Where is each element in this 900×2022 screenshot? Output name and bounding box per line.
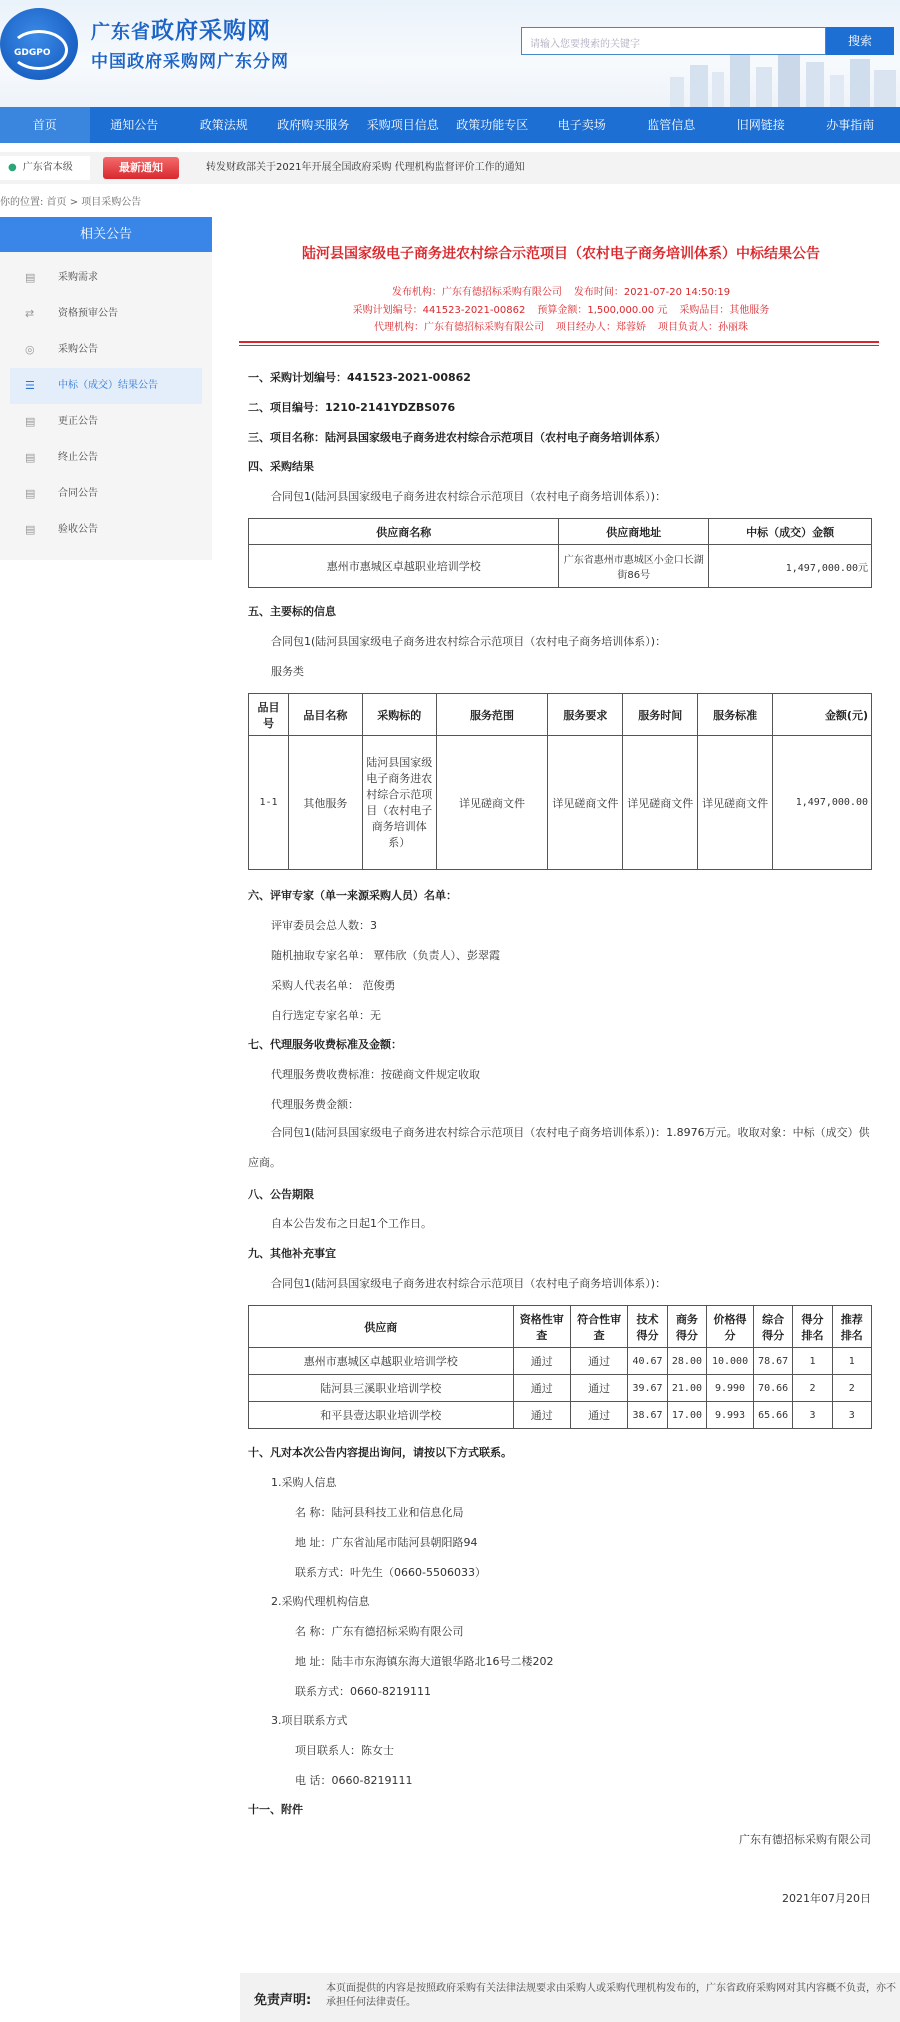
- table-header: 品目名称: [288, 694, 362, 736]
- document-icon: ▤: [25, 415, 36, 428]
- article-meta-1: [222, 283, 900, 298]
- table-header: 综合得分: [753, 1306, 792, 1348]
- fee-amount-detail: 合同包1(陆河县国家级电子商务进农村综合示范项目（农村电子商务培训体系）)：1.8976万元。收取对象：中标（成交）供应商。: [248, 1126, 870, 1169]
- contact-buyer-title: 1.采购人信息: [271, 1476, 337, 1489]
- sidebar-item-label: 更正公告: [58, 416, 98, 427]
- location-pin-icon: ●: [8, 162, 17, 173]
- signature-date: 2021年07月20日: [782, 1892, 871, 1905]
- table-cell: 通过: [570, 1348, 627, 1375]
- table-header: 供应商: [249, 1306, 514, 1348]
- table-cell: 21.00: [667, 1375, 706, 1402]
- sidebar-item-label: 采购需求: [58, 272, 98, 283]
- package-label: 合同包1(陆河县国家级电子商务进农村综合示范项目（农村电子商务培训体系）)：: [271, 1277, 667, 1290]
- document-icon: ▤: [25, 271, 36, 284]
- target-icon: ◎: [25, 343, 35, 356]
- search-button[interactable]: 搜索: [826, 27, 894, 55]
- contact-agency-name: 名 称：广东有德招标采购有限公司: [295, 1625, 464, 1638]
- document-icon: ▤: [25, 451, 36, 464]
- award-table: [248, 518, 872, 588]
- table-cell: 通过: [513, 1402, 570, 1429]
- table-cell: 70.66: [753, 1375, 792, 1402]
- signature-org: 广东有德招标采购有限公司: [739, 1833, 871, 1846]
- table-cell: 2: [793, 1375, 832, 1402]
- experts-random: 随机抽取专家名单： 覃伟欣（负责人）、彭翠霞: [271, 949, 500, 962]
- table-row: [249, 1348, 872, 1375]
- document-icon: ▤: [25, 523, 36, 536]
- table-header: 服务时间: [623, 694, 698, 736]
- fee-amount-label: 代理服务费金额：: [271, 1098, 359, 1111]
- package-label: 合同包1(陆河县国家级电子商务进农村综合示范项目（农村电子商务培训体系）)：: [271, 490, 667, 503]
- scoring-table: [248, 1305, 872, 1429]
- table-cell: 详见磋商文件: [698, 736, 773, 870]
- table-cell: 9.990: [707, 1375, 754, 1402]
- table-cell: 详见磋商文件: [623, 736, 698, 870]
- table-cell: 1-1: [249, 736, 289, 870]
- meta-plan-number: 采购计划编号：441523-2021-00862: [352, 305, 526, 316]
- title-divider-thin: [239, 345, 879, 346]
- table-cell: 陆河县国家级电子商务进农村综合示范项目（农村电子商务培训体系）: [362, 736, 436, 870]
- table-header: 价格得分: [707, 1306, 754, 1348]
- swap-icon: ⇄: [25, 307, 35, 320]
- search-input[interactable]: 请输入您要搜索的关键字: [521, 27, 826, 55]
- experts-buyer-rep: 采购人代表名单： 范俊勇: [271, 979, 396, 992]
- meta-agency: 代理机构：广东有德招标采购有限公司: [374, 322, 544, 333]
- disclaimer-text: 本页面提供的内容是按照政府采购有关法律法规要求由采购人或采购代理机构发布的，广东省政府采购网对其内容概不负责，亦不承担任何法律责任。: [326, 1983, 896, 2008]
- table-cell: 40.67: [628, 1348, 667, 1375]
- table-cell: 详见磋商文件: [548, 736, 623, 870]
- disclaimer-box: [240, 1973, 900, 2022]
- nav-projects[interactable]: 采购项目信息: [366, 118, 439, 132]
- table-cell: 其他服务: [288, 736, 362, 870]
- item-type: 服务类: [271, 665, 304, 678]
- nav-gov-services[interactable]: 政府购买服务: [277, 118, 350, 132]
- table-cell: 广东省惠州市惠城区小金口长湖街86号: [559, 545, 709, 588]
- table-row: [249, 1402, 872, 1429]
- table-header: 采购标的: [362, 694, 436, 736]
- article-meta-3: [222, 318, 900, 333]
- nav-policy-zone[interactable]: 政策功能专区: [456, 118, 529, 132]
- table-header: 金额(元): [773, 694, 872, 736]
- section-results: 四、采购结果: [248, 460, 314, 473]
- sidebar-item-requirements[interactable]: [10, 260, 202, 296]
- table-cell: 陆河县三溪职业培训学校: [249, 1375, 514, 1402]
- contact-buyer-name: 名 称：陆河县科技工业和信息化局: [295, 1506, 464, 1519]
- table-header: 供应商名称: [249, 519, 559, 545]
- sidebar-item-termination[interactable]: [10, 440, 202, 476]
- table-cell: 3: [793, 1402, 832, 1429]
- table-cell: 1,497,000.00: [773, 736, 872, 870]
- notice-period-text: 自本公告发布之日起1个工作日。: [271, 1217, 432, 1230]
- article-panel: [222, 217, 900, 2022]
- contact-agency-address: 地 址：陆丰市东海镇东海大道银华路北16号二楼202: [295, 1655, 554, 1668]
- sidebar-item-award-result[interactable]: [10, 368, 202, 404]
- sidebar-item-prequalification[interactable]: [10, 296, 202, 332]
- logo-emblem[interactable]: [0, 8, 78, 80]
- meta-category: 采购品目：其他服务: [679, 305, 770, 316]
- nav-old-links[interactable]: 旧网链接: [736, 118, 785, 132]
- table-cell: 38.67: [628, 1402, 667, 1429]
- section-attachments: 十一、附件: [248, 1803, 303, 1816]
- article-title: 陆河县国家级电子商务进农村综合示范项目（农村电子商务培训体系）中标结果公告: [302, 246, 820, 262]
- table-cell: 1: [832, 1348, 871, 1375]
- meta-publish-time: 发布时间：2021-07-20 14:50:19: [573, 287, 731, 298]
- table-cell: 通过: [513, 1348, 570, 1375]
- site-header: [0, 0, 900, 107]
- sidebar-item-label: 验收公告: [58, 524, 98, 535]
- meta-budget: 预算金额：1,500,000.00 元: [537, 305, 668, 316]
- list-icon: ☰: [25, 379, 35, 392]
- sidebar-title: 相关公告: [0, 217, 212, 252]
- sidebar-item-label: 终止公告: [58, 452, 98, 463]
- section-project-name: 三、项目名称：陆河县国家级电子商务进农村综合示范项目（农村电子商务培训体系）: [248, 431, 666, 444]
- logo-text: GDGPO: [14, 48, 51, 58]
- section-supplementary: 九、其他补充事宜: [248, 1247, 336, 1260]
- location-selector[interactable]: [0, 156, 90, 180]
- table-header: 符合性审查: [570, 1306, 627, 1348]
- sidebar-item-correction[interactable]: [10, 404, 202, 440]
- nav-home[interactable]: 首页: [0, 107, 90, 143]
- experts-total: 评审委员会总人数：3: [271, 919, 377, 932]
- main-nav: [0, 107, 900, 143]
- breadcrumb: 你的位置: 首页 > 项目采购公告: [0, 197, 142, 208]
- items-table: [248, 693, 872, 870]
- title-divider: [239, 341, 879, 343]
- nav-e-mall[interactable]: 电子卖场: [557, 118, 606, 132]
- sidebar-list: [0, 252, 212, 560]
- sidebar-item-label: 资格预审公告: [58, 308, 118, 319]
- table-header: 资格性审查: [513, 1306, 570, 1348]
- site-title-main: 政府采购网: [151, 18, 272, 44]
- sidebar-item-contract[interactable]: [10, 476, 202, 512]
- table-row: [249, 1375, 872, 1402]
- table-cell: 通过: [570, 1402, 627, 1429]
- nav-supervision[interactable]: 监管信息: [647, 118, 696, 132]
- section-experts: 六、评审专家（单一来源采购人员）名单：: [248, 889, 457, 902]
- sidebar-item-label: 中标（成交）结果公告: [58, 380, 158, 391]
- table-cell: 65.66: [753, 1402, 792, 1429]
- article-meta-2: [222, 301, 900, 316]
- table-cell: 10.000: [707, 1348, 754, 1375]
- experts-self-selected: 自行选定专家名单：无: [271, 1009, 381, 1022]
- section-main-items: 五、主要标的信息: [248, 605, 336, 618]
- site-title: [91, 12, 271, 45]
- notice-link[interactable]: 转发财政部关于2021年开展全国政府采购 代理机构监督评价工作的通知: [206, 162, 525, 173]
- contact-buyer-address: 地 址：广东省汕尾市陆河县朝阳路94: [295, 1536, 478, 1549]
- table-header: 中标（成交）金额: [709, 519, 872, 545]
- fee-standard: 代理服务费收费标准：按磋商文件规定收取: [271, 1068, 480, 1081]
- disclaimer-label: 免责声明:: [254, 1993, 312, 2008]
- sidebar-item-label: 合同公告: [58, 488, 98, 499]
- section-notice-period: 八、公告期限: [248, 1188, 314, 1201]
- contact-project-phone: 电 话：0660-8219111: [295, 1774, 413, 1787]
- table-cell: 详见磋商文件: [436, 736, 548, 870]
- table-cell: 9.993: [707, 1402, 754, 1429]
- table-cell: 2: [832, 1375, 871, 1402]
- table-cell: 1: [793, 1348, 832, 1375]
- sidebar: [0, 217, 212, 560]
- location-label: 广东省本级: [22, 162, 73, 173]
- nav-policies[interactable]: 政策法规: [199, 118, 248, 132]
- nav-guide[interactable]: 办事指南: [826, 118, 875, 132]
- table-cell: 和平县壹达职业培训学校: [249, 1402, 514, 1429]
- latest-notice-badge: 最新通知: [103, 157, 179, 179]
- meta-publisher: 发布机构：广东有德招标采购有限公司: [391, 287, 562, 298]
- section-project-number: 二、项目编号：1210-2141YDZBS076: [248, 401, 456, 414]
- table-header: 服务要求: [548, 694, 623, 736]
- package-label: 合同包1(陆河县国家级电子商务进农村综合示范项目（农村电子商务培训体系）)：: [271, 635, 667, 648]
- sidebar-item-procurement[interactable]: [10, 332, 202, 368]
- contact-agency-phone: 联系方式：0660-8219111: [295, 1685, 431, 1698]
- table-header: 服务标准: [698, 694, 773, 736]
- table-cell: 78.67: [753, 1348, 792, 1375]
- table-header: 品目号: [249, 694, 289, 736]
- table-cell: 17.00: [667, 1402, 706, 1429]
- table-cell: 通过: [513, 1375, 570, 1402]
- site-title-prefix: 广东省: [91, 21, 152, 43]
- table-cell: 3: [832, 1402, 871, 1429]
- section-plan-number: 一、采购计划编号：441523-2021-00862: [248, 371, 471, 384]
- sidebar-item-label: 采购公告: [58, 344, 98, 355]
- section-contact: 十、凡对本次公告内容提出询问，请按以下方式联系。: [248, 1446, 512, 1459]
- table-cell: 通过: [570, 1375, 627, 1402]
- table-header: 技术得分: [628, 1306, 667, 1348]
- table-header: 得分排名: [793, 1306, 832, 1348]
- contact-project-title: 3.项目联系方式: [271, 1714, 348, 1727]
- table-cell: 惠州市惠城区卓越职业培训学校: [249, 1348, 514, 1375]
- table-cell: 惠州市惠城区卓越职业培训学校: [249, 545, 559, 588]
- table-header: 供应商地址: [559, 519, 709, 545]
- notice-bar: [0, 152, 900, 184]
- table-header: 商务得分: [667, 1306, 706, 1348]
- document-icon: ▤: [25, 487, 36, 500]
- sidebar-item-acceptance[interactable]: [10, 512, 202, 548]
- table-header: 推荐排名: [832, 1306, 871, 1348]
- meta-manager: 项目负责人：孙丽珠: [658, 322, 748, 333]
- contact-buyer-phone: 联系方式：叶先生（0660-5506033）: [295, 1566, 486, 1579]
- contact-project-person: 项目联系人：陈女士: [295, 1744, 394, 1757]
- site-subtitle: 中国政府采购网广东分网: [91, 52, 289, 72]
- table-header: 服务范围: [436, 694, 548, 736]
- table-cell: 28.00: [667, 1348, 706, 1375]
- table-cell: 1,497,000.00元: [709, 545, 872, 588]
- meta-handler: 项目经办人：郑蓉娇: [556, 322, 646, 333]
- table-cell: 39.67: [628, 1375, 667, 1402]
- contact-agency-title: 2.采购代理机构信息: [271, 1595, 370, 1608]
- nav-notices[interactable]: 通知公告: [110, 118, 159, 132]
- section-agency-fee: 七、代理服务收费标准及金额：: [248, 1038, 402, 1051]
